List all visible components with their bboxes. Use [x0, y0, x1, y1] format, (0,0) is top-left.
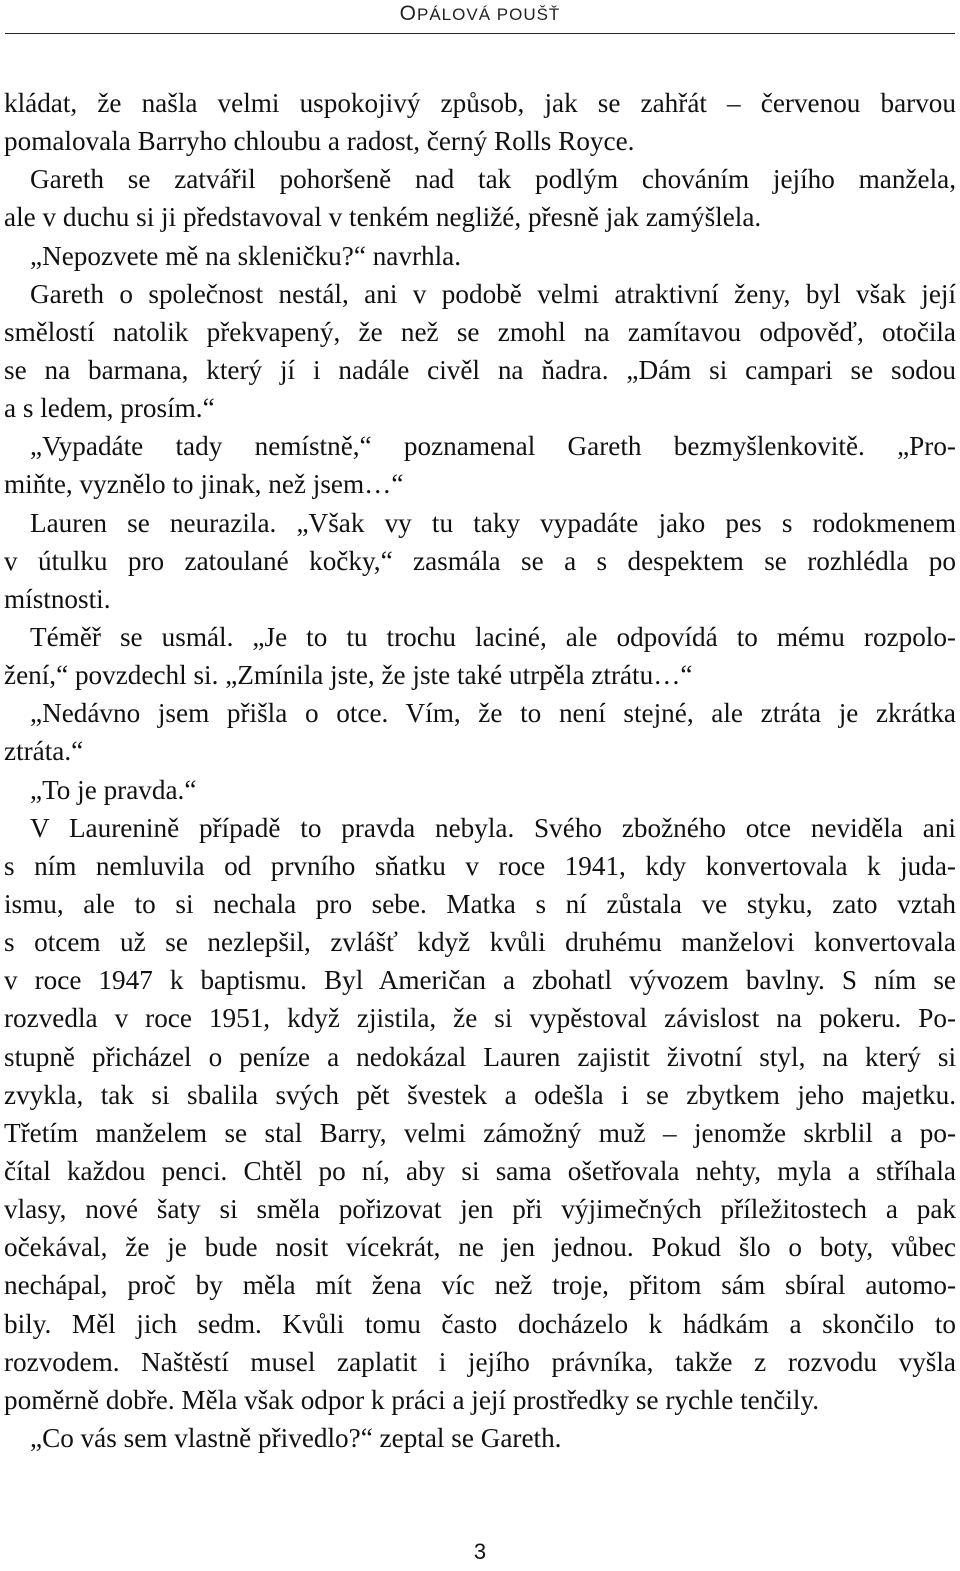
text-line: žení,“ povzdechl si. „Zmínila jste, že jste také utrpěla ztrátu…“ [4, 660, 693, 691]
text-line: poměrně dobře. Měla však odpor k práci a její prostředky se rychle tenčily. [4, 1384, 820, 1415]
text-line: pomalovala Barryho chloubu a radost, černý Rolls Royce. [4, 126, 635, 157]
text-line: se na barmana, který jí i nadále civěl na ňadra. „Dám si campari se sodou [4, 354, 956, 385]
text-line: nechápal, proč by měla mít žena víc než troje, přitom sám sbíral automo- [4, 1270, 956, 1301]
text-line: rozvodem. Naštěstí musel zaplatit i jejího právníka, takže z rozvodu vyšla [4, 1346, 956, 1377]
text-line: Téměř se usmál. „Je to tu trochu laciné, ale odpovídá to mému rozpolo- [30, 621, 956, 652]
text-line: „Co vás sem vlastně přivedlo?“ zeptal se Gareth. [30, 1422, 562, 1453]
text-line: zvykla, tak si sbalila svých pět švestek a odešla i se zbytkem jeho majetku. [4, 1079, 956, 1110]
running-head-initial: O [399, 2, 417, 25]
text-line: v útulku pro zatoulané kočky,“ zasmála se a s despektem se rozhlédla po [4, 545, 956, 576]
text-line: Třetím manželem se stal Barry, velmi zámožný muž – jenomže skrblil a po- [4, 1117, 956, 1148]
text-line: miňte, vyznělo to jinak, než jsem…“ [4, 469, 404, 500]
body-text [4, 84, 956, 1457]
text-line: Gareth se zatvářil pohoršeně nad tak podlým chováním jejího manžela, [30, 164, 956, 195]
text-line: Lauren se neurazila. „Však vy tu taky vypadáte jako pes s rodokmenem [30, 507, 956, 538]
text-line: rozvedla v roce 1951, když zjistila, že si vypěstoval závislost na pokeru. Po- [4, 1003, 956, 1034]
text-line: „Nedávno jsem přišla o otce. Vím, že to není stejné, ale ztráta je zkrátka [30, 698, 956, 729]
page-number: 3 [473, 1539, 487, 1564]
text-line: místnosti. [4, 583, 111, 614]
text-line: stupně přicházel o peníze a nedokázal Lauren zajistit životní styl, na který si [4, 1041, 956, 1072]
text-line: čítal každou penci. Chtěl po ní, aby si sama ošetřovala nehty, myla a stříhala [4, 1155, 956, 1186]
running-head [0, 2, 960, 26]
text-line: s ním nemluvila od prvního sňatku v roce 1941, kdy konvertovala k juda- [4, 850, 956, 881]
text-line: vlasy, nové šaty si směla pořizovat jen při výjimečných příležitostech a pak [4, 1194, 956, 1225]
text-line: Gareth o společnost nestál, ani v podobě velmi atraktivní ženy, byl však její [30, 278, 956, 309]
text-line: a s ledem, prosím.“ [4, 393, 215, 424]
text-line: „Nepozvete mě na skleničku?“ navrhla. [30, 240, 462, 271]
running-head-title: PÁLOVÁ POUŠŤ [417, 5, 561, 24]
text-line: bily. Měl jich sedm. Kvůli tomu často docházelo k hádkám a skončilo to [4, 1308, 956, 1339]
text-line: očekával, že je bude nosit vícekrát, ne jen jednou. Pokud šlo o boty, vůbec [4, 1232, 956, 1263]
text-line: kládat, že našla velmi uspokojivý způsob, jak se zahřát – červenou barvou [4, 88, 956, 118]
text-line: „To je pravda.“ [30, 774, 197, 805]
text-line: s otcem už se nezlepšil, zvlášť když kvůli druhému manželovi konvertovala [4, 927, 956, 958]
text-line: „Vypadáte tady nemístně,“ poznamenal Gareth bezmyšlenkovitě. „Pro- [30, 431, 956, 462]
text-line: v roce 1947 k baptismu. Byl Američan a zbohatl vývozem bavlny. S ním se [4, 965, 956, 996]
text-line: smělostí natolik překvapený, že než se zmohl na zamítavou odpověď, otočila [4, 316, 956, 347]
text-line: ismu, ale to si nechala pro sebe. Matka s ní zůstala ve styku, zato vztah [4, 888, 956, 919]
header-rule [5, 33, 955, 34]
text-line: ztráta.“ [4, 736, 84, 767]
text-line: ale v duchu si ji představoval v tenkém negližé, přesně jak zamýšlela. [4, 202, 762, 233]
text-line: V Laurenině případě to pravda nebyla. Svého zbožného otce neviděla ani [30, 812, 956, 843]
